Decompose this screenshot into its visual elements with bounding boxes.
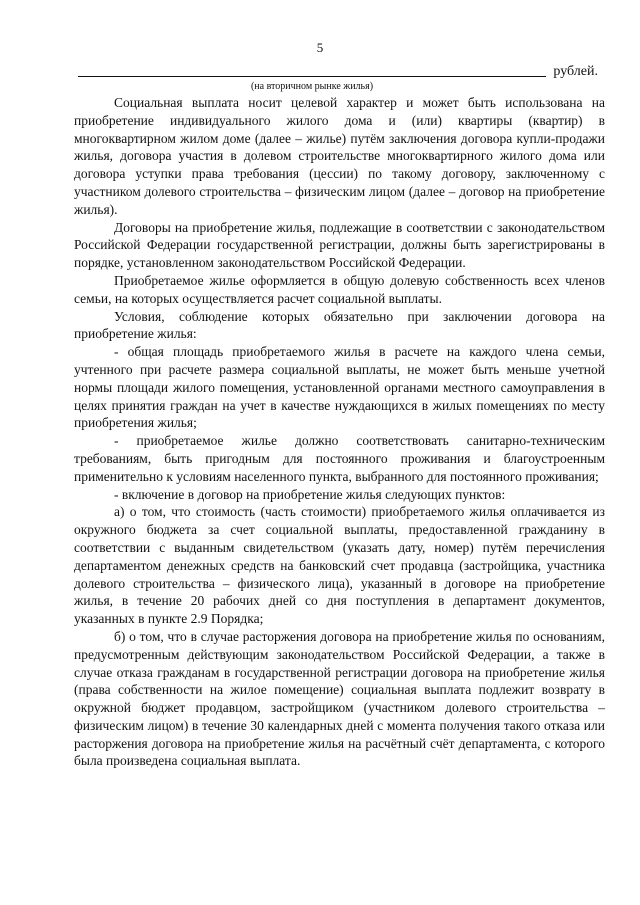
condition-sanitary: - приобретаемое жилье должно соответствовать санитарно-техническим требованиям, быть пригодным для постоянного проживания и благоустроенным применительно к условиям населенного пункта, выбранного для постоянного проживания;	[74, 433, 605, 484]
paragraph-registration: Договоры на приобретение жилья, подлежащие в соответствии с законодательством Российской Федерации государственной регистрации, должны быть зарегистрированы в порядке, установленном законодательством Российской Федерации.	[74, 219, 605, 271]
amount-caption: (на вторичном рынке жилья)	[250, 81, 374, 92]
currency-label: рублей.	[553, 64, 598, 79]
paragraph-purpose: Социальная выплата носит целевой характер и может быть использована на приобретение индивидуального жилого дома и (или) квартиры (квартир) в многоквартирном жилом доме (далее – жилье) путём заключения договора купли-продажи жилья, договора участия в долевом строительстве многоквартирного жилого дома или договора уступки права требования (цессии) по такому договору, заключенному с участником долевого строительства – физическим лицом (далее – договор на приобретение жилья).	[74, 95, 605, 217]
page-number: 5	[316, 40, 324, 55]
clause-b: б) о том, что в случае расторжения договора на приобретение жилья по основаниям, предусмотренным действующим законодательством Российской Федерации, а также в случае отказа гражданам в государственной регистрации договора на приобретение жилья (права собственности на жилое помещение) социальная выплата подлежит возврату в окружной бюджет продавцом, застройщиком (участником долевого строительства – физическим лицом) в течение 30 календарных дней с момента получения такого отказа или расторжения договора на приобретение жилья на расчётный счёт департамента, с которого была произведена социальная выплата.	[74, 628, 605, 769]
condition-area: - общая площадь приобретаемого жилья в расчете на каждого члена семьи, учтенного при расчете размера социальной выплаты, не может быть меньше учетной нормы площади жилого помещения, установленной органами местного самоуправления в целях принятия граждан на учет в качестве нуждающихся в жилых помещениях по месту приобретения жилья;	[74, 344, 605, 431]
condition-contract-clauses: - включение в договор на приобретение жилья следующих пунктов:	[114, 486, 506, 502]
clause-a: а) о том, что стоимость (часть стоимости) приобретаемого жилья оплачивается из окружного бюджета за счет социальной выплаты, предоставленной гражданину в соответствии с выданным свидетельством (указать дату, номер) путём перечисления департаментом денежных средств на банковский счет продавца (застройщика, участника долевого строительства – физического лица), указанный в договоре на приобретение жилья, в течение 20 рабочих дней со дня поступления в департамент документов, указанных в пункте 2.9 Порядка;	[74, 504, 605, 627]
amount-line	[78, 60, 598, 80]
paragraph-conditions-intro: Условия, соблюдение которых обязательно при заключении договора на приобретение жилья:	[74, 308, 605, 342]
document-body	[74, 94, 605, 770]
paragraph-ownership: Приобретаемое жилье оформляется в общую долевую собственность всех членов семьи, на которых осуществляется расчет социальной выплаты.	[74, 272, 605, 306]
amount-blank-rule	[78, 76, 546, 77]
